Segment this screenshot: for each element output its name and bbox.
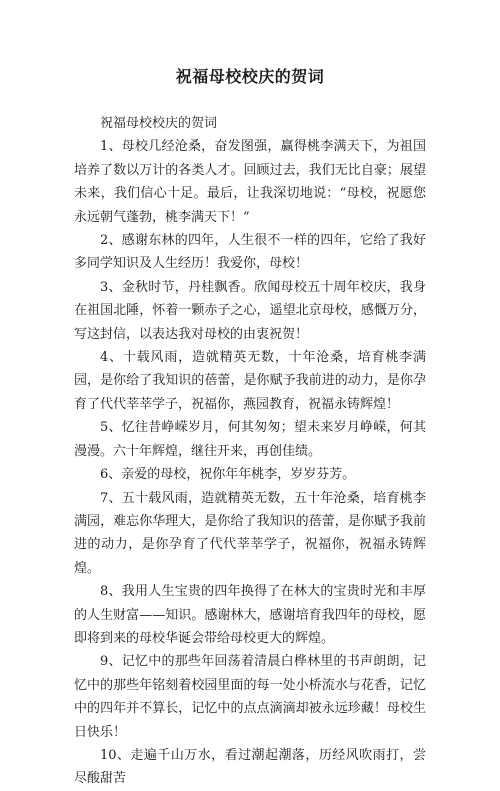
paragraph-10: 10、走遍千山万水，看过潮起潮落，历经风吹雨打，尝尽酸甜苦 [74, 747, 426, 787]
paragraph-6: 6、亲爱的母校，祝你年年桃李，岁岁芬芳。 [100, 467, 356, 483]
paragraph-3: 3、金秋时节，丹桂飘香。欣闻母校五十周年校庆，我身在祖国北陲，怀着一颗赤子之心，遥望北京母校，感慨万分，写这封信，以表达我对母校的由衷祝贺！ [74, 279, 426, 342]
paragraph-5: 5、忆往昔峥嵘岁月，何其匆匆；望未来岁月峥嵘，何其漫漫。六十年辉煌，继往开来，再创佳绩。 [74, 420, 426, 459]
paragraph-8: 8、我用人生宝贵的四年换得了在林大的宝贵时光和丰厚的人生财富——知识。感谢林大，感谢培育我四年的母校，愿即将到来的母校华诞会带给母校更大的辉煌。 [74, 584, 426, 646]
paragraph-4: 4、十载风雨，造就精英无数，十年沧桑，培育桃李满园，是你给了我知识的蓓蕾，是你赋予我前进的动力，是你孕育了代代莘莘学子，祝福你，燕园教育，祝福永铸辉煌！ [74, 350, 426, 412]
paragraph-7: 7、五十载风雨，造就精英无数，五十年沧桑，培育桃李满园，难忘你华理大，是你给了我知识的蓓蕾，是你赋予我前进的动力，是你孕育了代代莘莘学子，祝福你，祝福永铸辉煌。 [74, 490, 426, 576]
document-title: 祝福母校校庆的贺词 [175, 67, 325, 86]
document-body [74, 112, 426, 791]
paragraph-2: 2、感谢东林的四年，人生很不一样的四年，它给了我好多同学知识及人生经历！我爱你，母校！ [74, 233, 426, 272]
document-subtitle: 祝福母校校庆的贺词 [100, 116, 218, 131]
paragraph-1: 1、母校几经沧桑，奋发图强，赢得桃李满天下，为祖国培养了数以万计的各类人才。回顾过去，我们无比自豪；展望未来，我们信心十足。最后，让我深切地说：“母校，祝愿您永远朝气蓬勃，桃李满天下！” [74, 139, 426, 225]
paragraph-9: 9、记忆中的那些年回荡着清晨白桦林里的书声朗朗，记忆中的那些年铭刻着校园里面的每一处小桥流水与花香，记忆中的四年并不算长，记忆中的点点滴滴却被永远珍藏！母校生日快乐！ [74, 654, 426, 740]
